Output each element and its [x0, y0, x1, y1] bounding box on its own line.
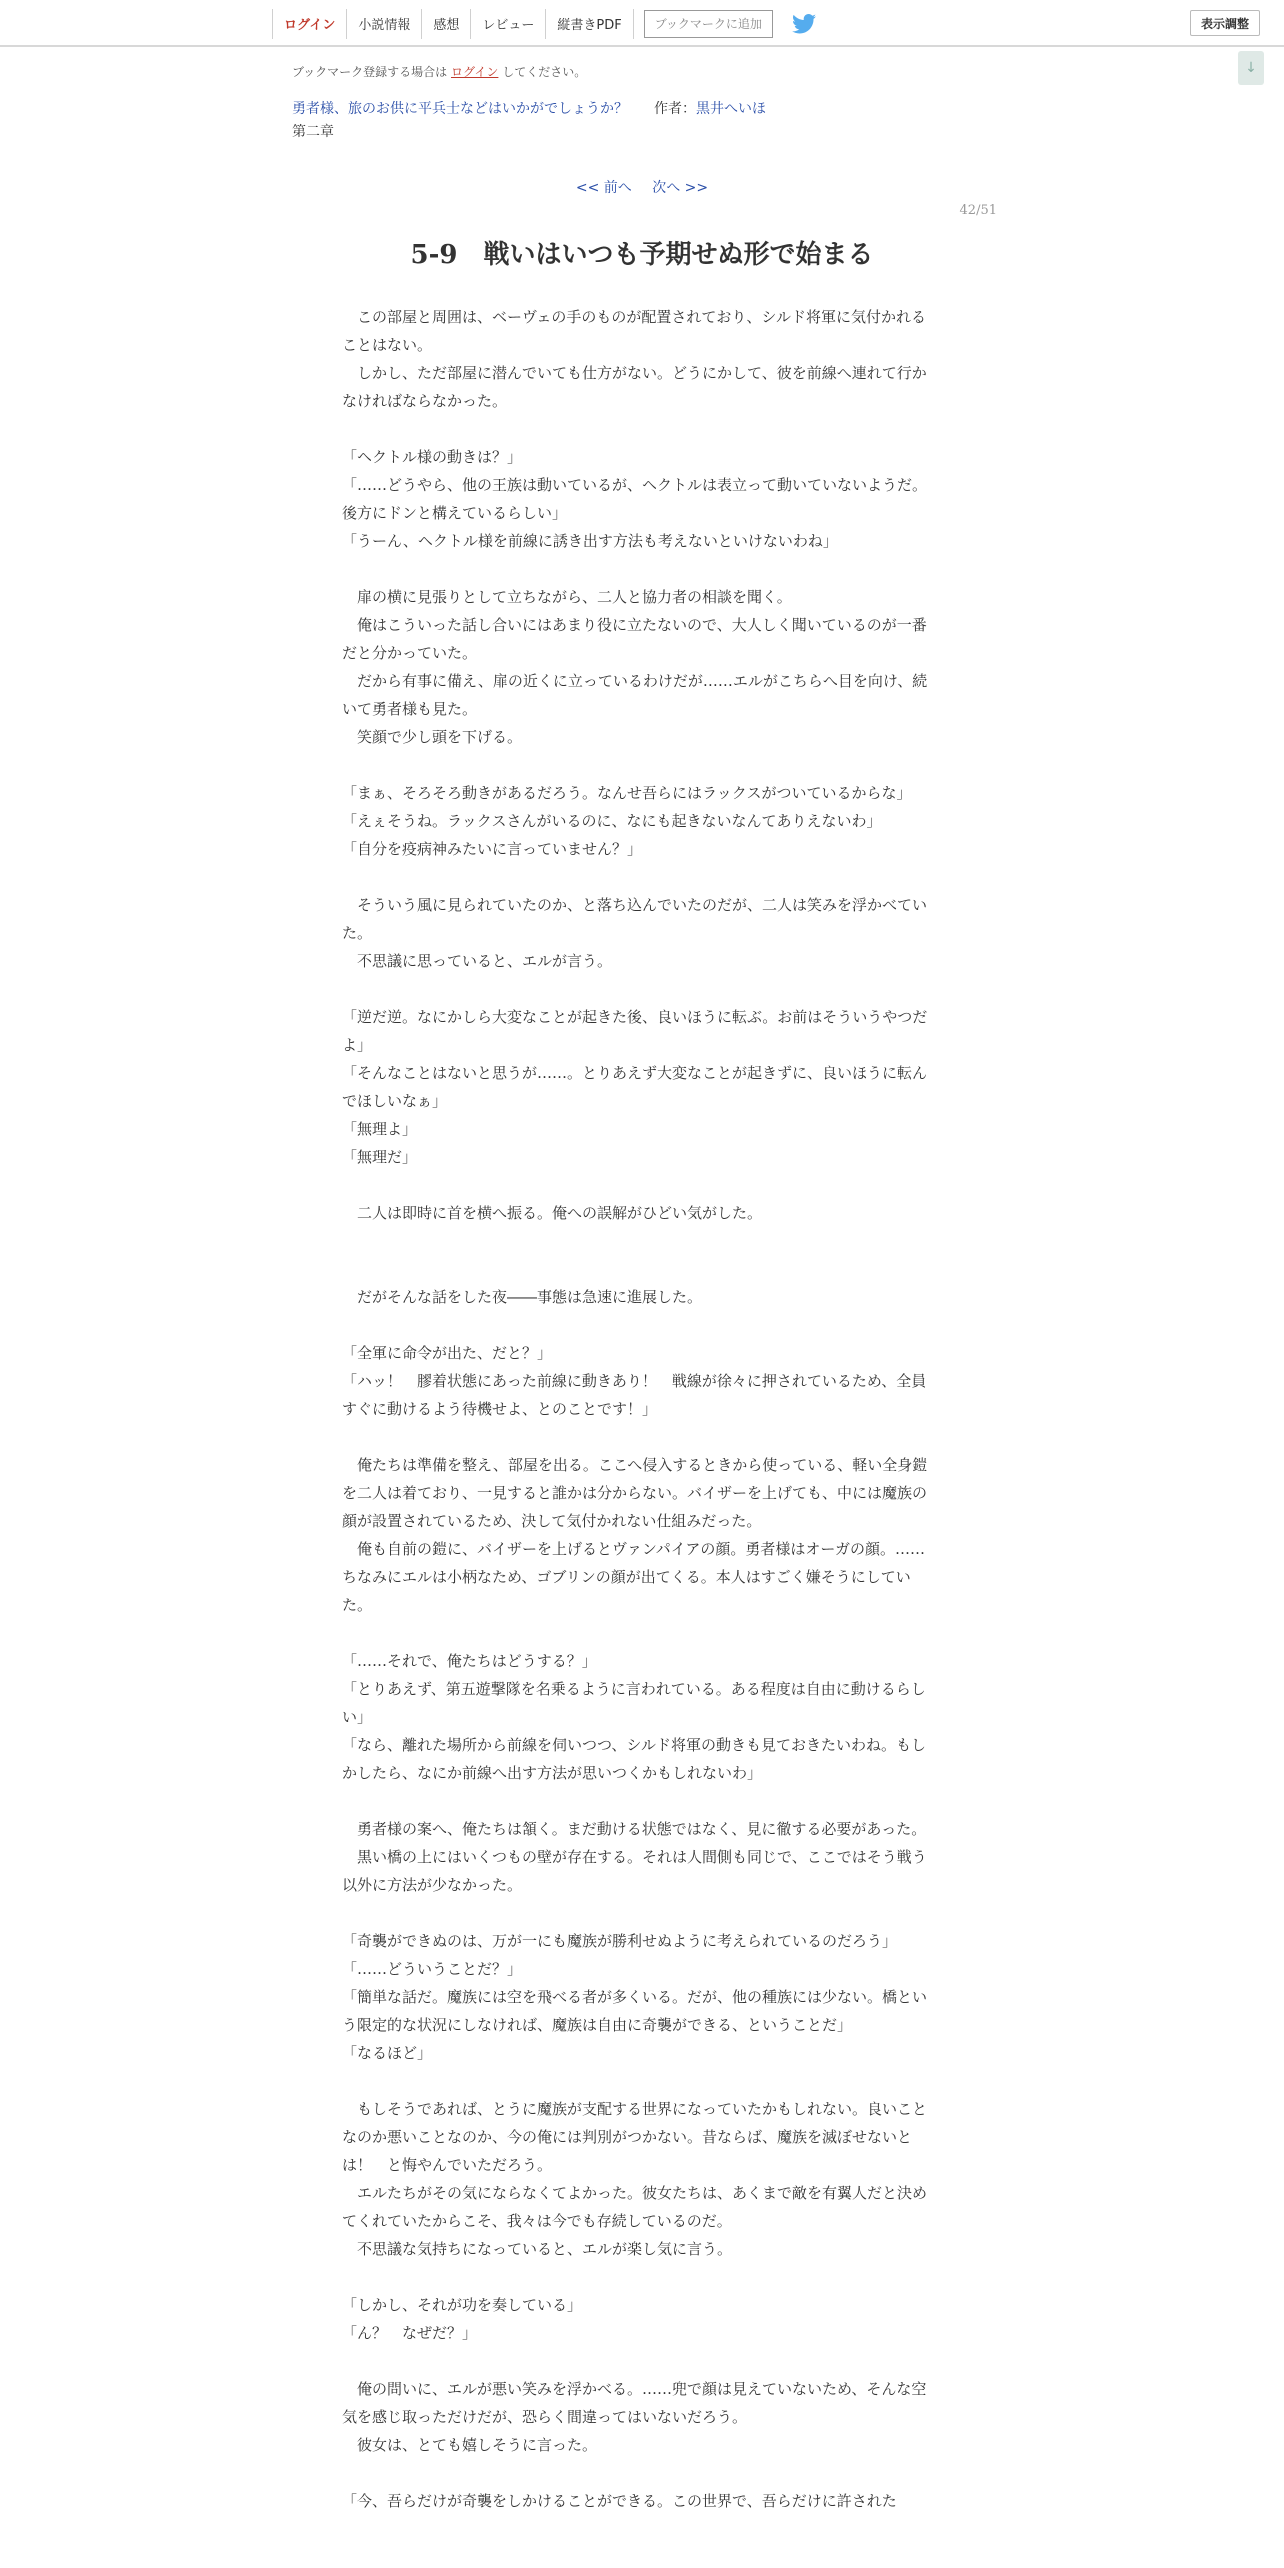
- episode-title: 5-9 戦いはいつも予期せぬ形で始まる: [410, 240, 874, 270]
- blank-line: [342, 1899, 938, 1927]
- blank-line: [342, 2459, 938, 2487]
- body-paragraph: 俺も自前の鎧に、バイザーを上げるとヴァンパイアの顔。勇者様はオーガの顔。……ちなみにエルは小柄なため、ゴブリンの顔が出てくる。本人はすごく嫌そうにしていた。: [342, 1540, 926, 1614]
- display-settings-button[interactable]: 表示調整: [1190, 10, 1260, 36]
- blank-line: [342, 751, 938, 779]
- series-title-link[interactable]: 勇者様、旅のお供に平兵士などはいかがでしょうか？: [292, 101, 628, 117]
- nav-impressions[interactable]: 感想: [421, 9, 470, 39]
- bookmark-login-link[interactable]: ログイン: [451, 65, 499, 79]
- prev-link[interactable]: << 前へ: [575, 180, 632, 196]
- body-paragraph: 「そんなことはないと思うが……。とりあえず大変なことが起きずに、良いほうに転んでほしいなぁ」: [342, 1064, 928, 1110]
- body-paragraph: 「うーん、ヘクトル様を前線に誘き出す方法も考えないといけないわね」: [342, 532, 838, 550]
- body-paragraph: 「無理よ」: [342, 1120, 418, 1138]
- body-paragraph: 「奇襲ができぬのは、万が一にも魔族が勝利せぬように考えられているのだろう」: [342, 1932, 898, 1950]
- twitter-bird-icon[interactable]: [791, 13, 817, 35]
- body-paragraph: 俺たちは準備を整え、部屋を出る。ここへ侵入するときから使っている、軽い全身鎧を二人は着ており、一見すると誰かは分からない。バイザーを上げても、中には魔族の顔が設置されているため、決して気付かれない仕組みだった。: [342, 1456, 928, 1530]
- body-paragraph: 「簡単な話だ。魔族には空を飛べる者が多くいる。だが、他の種族には少ない。橋という限定的な状況にしなければ、魔族は自由に奇襲ができる、ということだ」: [342, 1988, 928, 2034]
- body-paragraph: だから有事に備え、扉の近くに立っているわけだが……エルがこちらへ目を向け、続いて勇者様も見た。: [342, 672, 928, 718]
- novel-body: [342, 303, 938, 2515]
- blank-line: [342, 2263, 938, 2291]
- author-link[interactable]: 黒井へいほ: [696, 101, 766, 117]
- blank-line: [342, 1255, 938, 1283]
- blank-line: [342, 1171, 938, 1199]
- bookmark-notice-after: してください。: [502, 65, 587, 79]
- body-paragraph: 俺の問いに、エルが悪い笑みを浮かべる。……兜で顔は見えていないため、そんな空気を感じ取っただけだが、恐らく間違ってはいないだろう。: [342, 2380, 927, 2426]
- blank-line: [342, 415, 938, 443]
- next-link[interactable]: 次へ >>: [652, 180, 709, 196]
- arrow-down-icon[interactable]: ↓: [1238, 51, 1264, 85]
- body-paragraph: エルたちがその気にならなくてよかった。彼女たちは、あくまで敵を有翼人だと決めてくれていたからこそ、我々は今でも存続しているのだ。: [342, 2184, 928, 2230]
- header-nav: [272, 0, 817, 47]
- blank-line: [342, 975, 938, 1003]
- body-paragraph: 二人は即時に首を横へ振る。俺への誤解がひどい気がした。: [342, 1204, 763, 1222]
- body-paragraph: 「逆だ逆。なにかしら大変なことが起きた後、良いほうに転ぶ。お前はそういうやつだよ」: [342, 1008, 928, 1054]
- body-paragraph: 「ん？ なぜだ？」: [342, 2324, 478, 2342]
- body-paragraph: 彼女は、とても嬉しそうに言った。: [342, 2436, 598, 2454]
- body-paragraph: 不思議な気持ちになっていると、エルが楽し気に言う。: [342, 2240, 733, 2258]
- body-paragraph: そういう風に見られていたのか、と落ち込んでいたのだが、二人は笑みを浮かべていた。: [342, 896, 928, 942]
- pager: [0, 177, 1284, 197]
- body-paragraph: 「えぇそうね。ラックスさんがいるのに、なにも起きないなんてありえないわ」: [342, 812, 882, 830]
- blank-line: [342, 2067, 938, 2095]
- top-bar: [0, 0, 1284, 47]
- body-paragraph: 「ヘクトル様の動きは？」: [342, 448, 523, 466]
- blank-line: [342, 863, 938, 891]
- blank-line: [342, 1423, 938, 1451]
- chapter-title: 第二章: [292, 124, 334, 140]
- body-paragraph: 「自分を疫病神みたいに言っていません？」: [342, 840, 643, 858]
- page-number: 42/51: [959, 203, 997, 218]
- body-paragraph: しかし、ただ部屋に潜んでいても仕方がない。どうにかして、彼を前線へ連れて行かなければならなかった。: [342, 364, 927, 410]
- body-paragraph: この部屋と周囲は、ベーヴェの手のものが配置されており、シルド将軍に気付かれることはない。: [342, 308, 927, 354]
- nav-novel-info[interactable]: 小説情報: [346, 9, 421, 39]
- blank-line: [342, 555, 938, 583]
- body-paragraph: 「しかし、それが功を奏している」: [342, 2296, 583, 2314]
- body-paragraph: 「なるほど」: [342, 2044, 433, 2062]
- body-paragraph: 「今、吾らだけが奇襲をしかけることができる。この世界で、吾らだけに許された: [342, 2492, 897, 2510]
- body-paragraph: 「とりあえず、第五遊撃隊を名乗るように言われている。ある程度は自由に動けるらしい」: [342, 1680, 926, 1726]
- body-paragraph: 「無理だ」: [342, 1148, 418, 1166]
- body-paragraph: 「全軍に命令が出た、だと？」: [342, 1344, 553, 1362]
- blank-line: [342, 2347, 938, 2375]
- body-paragraph: 「……どういうことだ？」: [342, 1960, 523, 1978]
- body-paragraph: 黒い橋の上にはいくつもの壁が存在する。それは人間側も同じで、ここではそう戦う以外に方法が少なかった。: [342, 1848, 927, 1894]
- blank-line: [342, 1619, 938, 1647]
- bookmark-notice: [292, 63, 586, 80]
- body-paragraph: 笑顔で少し頭を下げる。: [342, 728, 523, 746]
- body-paragraph: 勇者様の案へ、俺たちは頷く。まだ動ける状態ではなく、見に徹する必要があった。: [342, 1820, 927, 1838]
- body-paragraph: だがそんな話をした夜――事態は急速に進展した。: [342, 1288, 703, 1306]
- blank-line: [342, 1787, 938, 1815]
- body-paragraph: 扉の横に見張りとして立ちながら、二人と協力者の相談を聞く。: [342, 588, 792, 606]
- body-paragraph: 「まぁ、そろそろ動きがあるだろう。なんせ吾らにはラックスがついているからな」: [342, 784, 912, 802]
- blank-line: [342, 1227, 938, 1255]
- nav-vertical-pdf[interactable]: 縦書きPDF: [545, 9, 633, 39]
- bookmark-notice-before: ブックマーク登録する場合は: [292, 65, 448, 79]
- body-paragraph: 「なら、離れた場所から前線を伺いつつ、シルド将軍の動きも見ておきたいわね。もしかしたら、なにか前線へ出す方法が思いつくかもしれないわ」: [342, 1736, 927, 1782]
- nav-login[interactable]: ログイン: [272, 9, 346, 39]
- body-paragraph: 「……どうやら、他の王族は動いているが、ヘクトルは表立って動いていないようだ。後方にドンと構えているらしい」: [342, 476, 928, 522]
- nav-reviews[interactable]: レビュー: [470, 9, 545, 39]
- body-paragraph: 「……それで、俺たちはどうする？」: [342, 1652, 597, 1670]
- add-bookmark-button[interactable]: ブックマークに追加: [644, 10, 773, 38]
- author-label: 作者：: [654, 101, 696, 117]
- body-paragraph: もしそうであれば、とうに魔族が支配する世界になっていたかもしれない。良いことなのか悪いことなのか、今の俺には判別がつかない。昔ならば、魔族を滅ぼせないとは！ と悔やんでいただろう。: [342, 2100, 928, 2174]
- series-info: [292, 98, 766, 118]
- body-paragraph: 俺はこういった話し合いにはあまり役に立たないので、大人しく聞いているのが一番だと分かっていた。: [342, 616, 927, 662]
- blank-line: [342, 1311, 938, 1339]
- body-paragraph: 「ハッ！ 膠着状態にあった前線に動きあり！ 戦線が徐々に押されているため、全員すぐに動けるよう待機せよ、とのことです！」: [342, 1372, 927, 1418]
- body-paragraph: 不思議に思っていると、エルが言う。: [342, 952, 613, 970]
